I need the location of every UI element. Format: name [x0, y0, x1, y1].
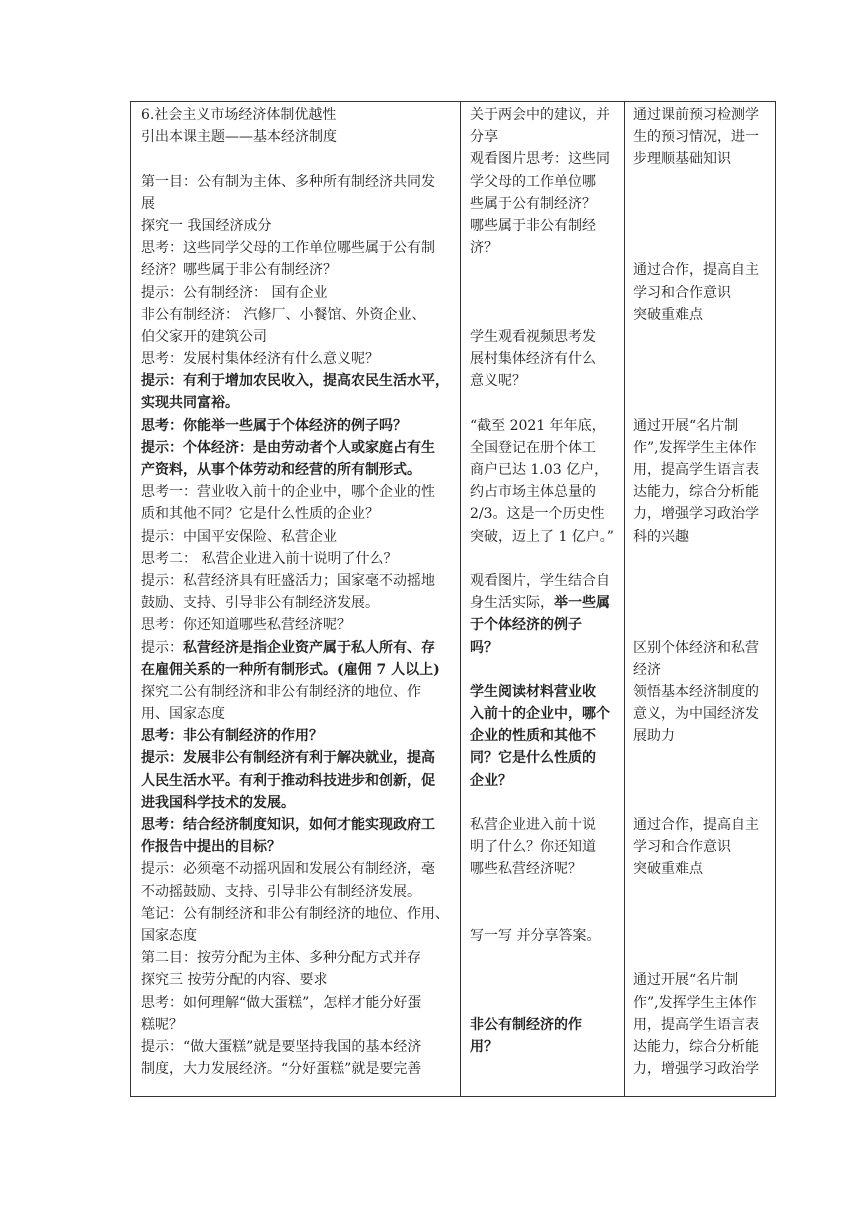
- design-intent-column: [625, 102, 775, 1096]
- col3-line: [633, 747, 771, 769]
- col2-line: 学生阅读材料营业收: [470, 683, 596, 700]
- col1-line: 经济？哪些属于非公有制经济？: [141, 262, 337, 279]
- col1-line: 第二目：按劳分配为主体、多种分配方式并存: [141, 950, 421, 967]
- col3-line: 力，增强学习政治学: [633, 1061, 759, 1078]
- col2-line: 写一写 并分享答案。: [470, 927, 601, 944]
- col2-line: [470, 947, 618, 969]
- col3-line: [633, 237, 771, 259]
- col1-line: 质和其他不同？它是什么性质的企业？: [141, 506, 379, 523]
- col1-line: 制度，大力发展经济。“分好蛋糕”就是要完善: [141, 1061, 422, 1078]
- col1-line: 在雇佣关系的一种所有制形式。(雇佣 7 人以上): [141, 661, 440, 678]
- col2-line: 分享: [470, 129, 498, 146]
- col1-line: 提示：个体经济：是由劳动者个人或家庭占有生: [141, 439, 435, 456]
- col1-line: 提示：必须毫不动摇巩固和发展公有制经济，毫: [141, 861, 435, 878]
- col3-line: [633, 326, 771, 348]
- col2-line: 些属于公有制经济？: [470, 195, 596, 212]
- col2-line: 于个体经济的例子: [470, 617, 582, 634]
- col1-line: 作报告中提出的目标？: [141, 839, 281, 856]
- col1-line: 不动摇鼓励、支持、引导非公有制经济发展。: [141, 883, 421, 900]
- col3-line: 用，提高学生语言表: [633, 1016, 759, 1033]
- col2-line: [470, 992, 618, 1014]
- col1-line: 实现共同富裕。: [141, 395, 239, 412]
- col2-line: 学生观看视频思考发: [470, 328, 596, 345]
- col3-line: [633, 548, 771, 570]
- col3-line: [633, 370, 771, 392]
- col2-line: 非公有制经济的作: [470, 1016, 582, 1033]
- col1-line: 思考：结合经济制度知识，如何才能实现政府工: [141, 817, 435, 833]
- col2-line: 企业的性质和其他不: [470, 728, 596, 745]
- col2-line: [470, 392, 618, 414]
- col2-line: 济？: [470, 240, 498, 257]
- col3-line: 作”,发挥学生主体作: [633, 439, 757, 456]
- col3-line: [633, 903, 771, 925]
- col3-line: 通过合作，提高自主: [633, 817, 759, 833]
- col3-line: [633, 215, 771, 237]
- col1-line: 人民生活水平。有利于推动科技进步和创新，促: [141, 772, 435, 789]
- col2-line: 关于两会中的建议，并: [470, 107, 610, 123]
- col3-line: 力，增强学习政治学: [633, 506, 759, 523]
- col3-line: 通过开展“名片制: [633, 972, 739, 989]
- col1-line: 思考：非公有制经济的作用？: [141, 728, 323, 745]
- col2-line: 明了什么？你还知道: [470, 839, 596, 856]
- col2-line: 哪些属于非公有制经: [470, 217, 596, 234]
- line-bold-rest: 私营经济是指企业资产属于私人所有、存: [183, 639, 435, 656]
- col1-line: 提示：公有制经济： 国有企业: [141, 284, 328, 301]
- line-bold-rest: 举一些属: [554, 595, 610, 612]
- col1-line: 探究二公有制经济和非公有制经济的地位、作: [141, 683, 421, 700]
- col3-line: 领悟基本经济制度的: [633, 683, 759, 700]
- col3-line: 达能力，综合分析能: [633, 484, 759, 501]
- col3-line: 用，提高学生语言表: [633, 462, 759, 478]
- col1-line: 提示：中国平安保险、私营企业: [141, 528, 337, 545]
- col3-line: 学习和合作意识: [633, 284, 731, 301]
- col1-line: 非公有制经济： 汽修厂、小餐馆、外资企业、: [141, 306, 426, 323]
- col2-line: 企业？: [470, 772, 512, 789]
- col2-line: [470, 792, 618, 814]
- col1-line: 探究一 我国经济成分: [141, 217, 272, 234]
- col2-line: 商户已达 1.03 亿户，: [470, 462, 609, 478]
- col2-line: [470, 304, 618, 326]
- col1-line: 思考：发展村集体经济有什么意义呢？: [141, 351, 379, 368]
- col2-line: [470, 592, 618, 614]
- col1-line: 提示：发展非公有制经济有利于解决就业，提高: [141, 750, 435, 767]
- col2-line: [470, 282, 618, 304]
- student-activity-column: [461, 102, 625, 1096]
- col3-line: [633, 348, 771, 370]
- col3-line: 意义，为中国经济发: [633, 706, 759, 723]
- col2-line: 观看图片，学生结合自: [470, 572, 610, 589]
- col2-line: 意义呢？: [470, 373, 526, 390]
- col3-line: [633, 392, 771, 414]
- col1-line: 6.社会主义市场经济体制优越性: [141, 107, 337, 123]
- col1-line: 提示：有利于增加农民收入，提高农民生活水平，: [141, 373, 449, 390]
- col2-line: [470, 659, 618, 681]
- col1-line: 鼓励、支持、引导非公有制经济发展。: [141, 595, 379, 612]
- col3-line: [633, 881, 771, 903]
- col1-line: 进我国科学技术的发展。: [141, 794, 295, 811]
- col1-line: 国家态度: [141, 927, 197, 944]
- col3-line: 通过开展“名片制: [633, 417, 739, 434]
- col3-line: [633, 792, 771, 814]
- col2-line: [470, 881, 618, 903]
- line-prefix: 提示：: [141, 639, 183, 656]
- col2-line: [470, 903, 618, 925]
- col3-line: 展助力: [633, 728, 675, 745]
- col3-line: [633, 614, 771, 636]
- col3-line: 学习和合作意识: [633, 839, 731, 856]
- col3-line: [633, 592, 771, 614]
- col1-line: 引出本课主题——基本经济制度: [141, 129, 337, 146]
- col2-line: 私营企业进入前十说: [470, 817, 596, 833]
- col2-line: [470, 548, 618, 570]
- col3-line: 经济: [633, 661, 661, 678]
- col3-line: [633, 570, 771, 592]
- col2-line: 观看图片思考：这些同: [470, 151, 610, 168]
- col3-line: 突破重难点: [633, 861, 703, 878]
- lesson-plan-table: [130, 101, 776, 1097]
- col3-line: 通过合作，提高自主: [633, 262, 759, 279]
- col3-line: 科的兴趣: [633, 528, 689, 545]
- col3-line: 突破重难点: [633, 306, 703, 323]
- col1-line: 糕呢？: [141, 1016, 183, 1033]
- col2-line: “截至 2021 年年底，: [470, 417, 606, 434]
- col1-line: 思考：如何理解“做大蛋糕”，怎样才能分好蛋: [141, 994, 422, 1011]
- col2-line: 全国登记在册个体工: [470, 439, 596, 456]
- col1-line: 思考二： 私营企业进入前十说明了什么？: [141, 550, 398, 567]
- col1-line: 产资料，从事个体劳动和经营的所有制形式。: [141, 462, 421, 478]
- col3-line: 区别个体经济和私营: [633, 639, 759, 656]
- col1-line: 思考：你还知道哪些私营经济呢？: [141, 617, 351, 634]
- col2-line: 展村集体经济有什么: [470, 351, 596, 368]
- col3-line: [633, 193, 771, 215]
- col1-line: 笔记：公有制经济和非公有制经济的地位、作用、: [141, 905, 449, 922]
- col1-line: 思考：这些同学父母的工作单位哪些属于公有制: [141, 240, 435, 257]
- col2-line: [470, 259, 618, 281]
- col1-line: 思考：你能举一些属于个体经济的例子吗？: [141, 417, 407, 434]
- col2-line: 突破，迈上了 1 亿户。”: [470, 528, 614, 545]
- col3-line: [633, 770, 771, 792]
- col2-line: 用？: [470, 1038, 498, 1055]
- line-prefix: 身生活实际，: [470, 595, 554, 612]
- col1-line: 提示：“做大蛋糕”就是要坚持我国的基本经济: [141, 1038, 422, 1055]
- col1-line: 用、国家态度: [141, 706, 225, 723]
- col2-line: [470, 969, 618, 991]
- col3-line: [633, 925, 771, 947]
- col3-line: 步理顺基础知识: [633, 151, 731, 168]
- col3-line: [633, 947, 771, 969]
- col1-line: 提示：私营经济具有旺盛活力；国家毫不动摇地: [141, 572, 435, 589]
- col2-line: 吗？: [470, 639, 498, 656]
- col3-line: 生的预习情况，进一: [633, 129, 759, 146]
- col3-line: 作”,发挥学生主体作: [633, 994, 757, 1011]
- teaching-process-column: [131, 102, 461, 1096]
- col2-line: 入前十的企业中，哪个: [470, 706, 610, 723]
- col1-line: [141, 148, 454, 170]
- col1-line: 思考一：营业收入前十的企业中，哪个企业的性: [141, 484, 435, 501]
- col3-line: 通过课前预习检测学: [633, 107, 759, 123]
- col1-line: 伯父家开的建筑公司: [141, 328, 267, 345]
- col2-line: 约占市场主体总量的: [470, 484, 596, 501]
- col2-line: 学父母的工作单位哪: [470, 173, 596, 190]
- col1-line: 展: [141, 195, 155, 212]
- col2-line: 同？它是什么性质的: [470, 750, 596, 767]
- col2-line: 哪些私营经济呢？: [470, 861, 582, 878]
- col3-line: 达能力，综合分析能: [633, 1038, 759, 1055]
- col1-line: 第一目：公有制为主体、多种所有制经济共同发: [141, 173, 435, 190]
- col1-line: [141, 637, 454, 659]
- col2-line: 2/3。这是一个历史性: [470, 506, 605, 523]
- col3-line: [633, 171, 771, 193]
- col1-line: 探究三 按劳分配的内容、要求: [141, 972, 328, 989]
